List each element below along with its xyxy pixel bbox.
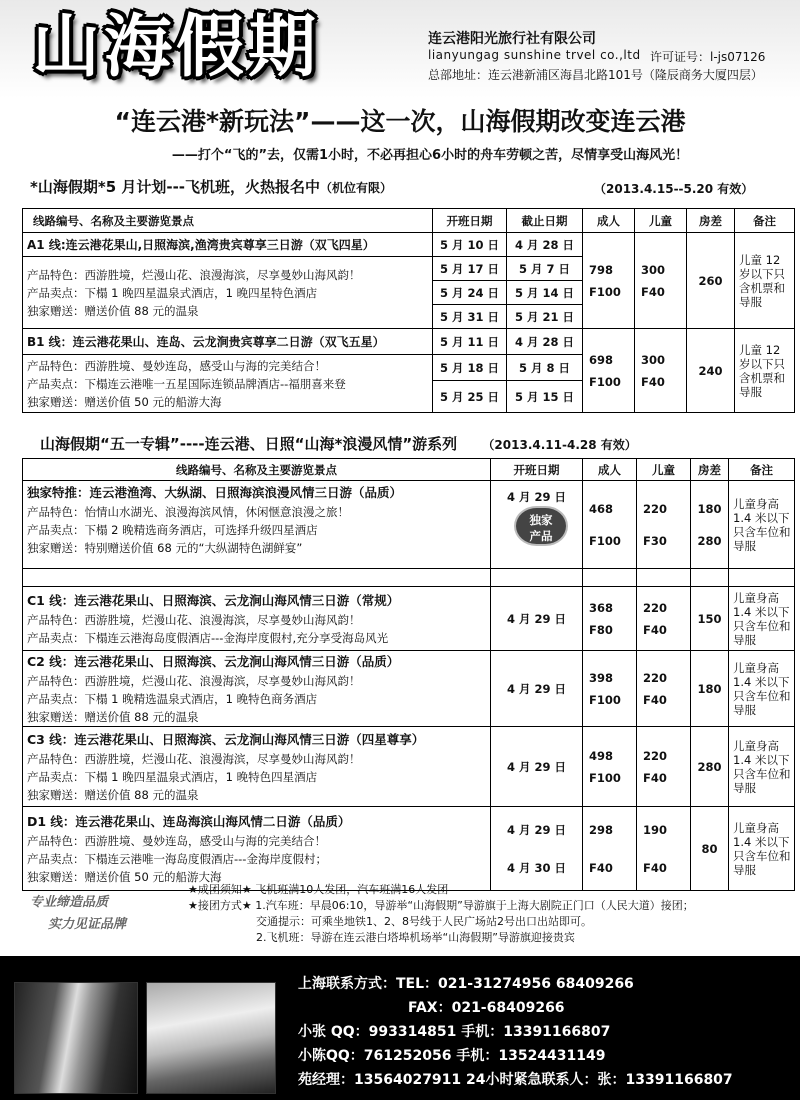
notes <box>188 882 798 946</box>
c2-adult-flight: F100 <box>589 692 621 707</box>
a1-desc <box>23 257 433 329</box>
b1-note: 儿童 12 岁以下只含机票和导服 <box>735 329 795 413</box>
b1-start-3: 5 月 25 日 <box>433 381 507 413</box>
spacer-cell <box>691 569 729 587</box>
header2-adult: 成人 <box>583 459 637 481</box>
slogan <box>30 892 126 936</box>
company-address: 总部地址：连云港新浦区海昌北路101号（隆辰商务大厦四层） <box>428 68 763 82</box>
section1-header-row <box>23 209 795 233</box>
c1-child <box>637 587 691 651</box>
table-row <box>23 727 795 807</box>
d1-dates <box>491 807 583 891</box>
spacer-cell <box>491 569 583 587</box>
b1-end-1: 4 月 28 日 <box>507 329 583 355</box>
exclusive-badge <box>514 506 568 546</box>
c1-title: C1 线：连云港花果山、日照海滨、云龙涧山海风情三日游（常规） <box>27 592 400 608</box>
b1-desc <box>23 355 433 413</box>
c3-child <box>637 727 691 807</box>
b1-adult <box>583 329 635 413</box>
ex-note: 儿童身高 1.4 米以下只含车位和导服 <box>729 481 795 569</box>
a1-note: 儿童 12 岁以下只含机票和导服 <box>735 233 795 329</box>
contact-tel: 上海联系方式：TEL：021-31274956 68409266 <box>298 976 634 992</box>
table-row <box>23 587 795 651</box>
company-name: 连云港阳光旅行社有限公司 <box>428 31 596 47</box>
spacer-cell <box>583 569 637 587</box>
table-row <box>23 807 795 891</box>
c2-desc <box>23 651 491 727</box>
b1-adult-flight: F100 <box>589 374 621 389</box>
beach-photo <box>146 982 276 1094</box>
c2-note: 儿童身高 1.4 米以下只含车位和导服 <box>729 651 795 727</box>
header2-note: 备注 <box>729 459 795 481</box>
ex-line-1: 产品特色：怡情山水湖光、浪漫海滨风情，休闲惬意浪漫之旅！ <box>27 505 349 519</box>
header-end-date: 截止日期 <box>507 209 583 233</box>
section2-title-text: 山海假期“五一专辑”----连云港、日照“山海*浪漫风情”游系列 <box>40 435 458 453</box>
c2-line-2: 产品卖点：下榻 1 晚精选温泉式酒店，1 晚特色商务酒店 <box>27 691 318 706</box>
waterfall-photo <box>14 982 138 1094</box>
a1-line-1: 产品特色：西游胜境，烂漫山花、浪漫海滨，尽享曼妙山海风韵！ <box>27 267 361 282</box>
b1-child-price: 300 <box>641 352 666 367</box>
header-child: 儿童 <box>635 209 687 233</box>
d1-title: D1 线：连云港花果山、连岛海滨山海风情二日游（品质） <box>27 813 351 829</box>
section2-table <box>22 458 795 891</box>
section1-title <box>30 176 790 197</box>
c3-line-3: 独家赠送：赠送价值 88 元的温泉 <box>27 787 199 802</box>
c1-line-1: 产品特色：西游胜境，烂漫山花、浪漫海滨，尽享曼妙山海风韵！ <box>27 612 361 627</box>
c3-date: 4 月 29 日 <box>491 727 583 807</box>
c1-child-flight: F40 <box>643 622 667 637</box>
a1-start-2: 5 月 17 日 <box>433 257 507 281</box>
note-line-2: ★接团方式★ 1.汽车班：早晨06:10，导游举“山海假期”导游旗于上海大剧院正门口（人民大道）接团； <box>188 899 694 912</box>
c3-child-price: 220 <box>643 748 668 763</box>
table-row <box>23 233 795 257</box>
table-row <box>23 481 795 569</box>
slogan-line-1: 专业缔造品质 <box>30 895 109 910</box>
a1-end-3: 5 月 14 日 <box>507 281 583 305</box>
ex-adult-price: 468 <box>589 501 614 516</box>
a1-adult-flight: F100 <box>589 284 621 299</box>
a1-end-1: 4 月 28 日 <box>507 233 583 257</box>
contact-chen: 小陈QQ：761252056 手机：13524431149 <box>298 1048 606 1064</box>
c1-note: 儿童身高 1.4 米以下只含车位和导服 <box>729 587 795 651</box>
a1-end-2: 5 月 7 日 <box>507 257 583 281</box>
b1-adult-price: 698 <box>589 352 614 367</box>
ex-line-3: 独家赠送：特别赠送价值 68 元的“大纵湖特色湖鲜宴” <box>27 541 303 555</box>
header2-route: 线路编号、名称及主要游览景点 <box>23 459 491 481</box>
header-adult: 成人 <box>583 209 635 233</box>
ex-date: 4 月 29 日 <box>491 481 583 569</box>
b1-line-3: 独家赠送：赠送价值 50 元的船游大海 <box>27 394 222 409</box>
d1-date-1: 4 月 29 日 <box>506 822 567 837</box>
note-line-3: 交通提示：可乘坐地铁1、2、8号线于人民广场站2号出口出站即可。 <box>256 915 592 928</box>
b1-child-flight: F40 <box>641 374 665 389</box>
d1-date-2: 4 月 30 日 <box>506 860 567 875</box>
section1-date: （2013.4.15--5.20 有效） <box>594 182 754 196</box>
c1-desc <box>23 587 491 651</box>
header2-date: 开班日期 <box>491 459 583 481</box>
table-row <box>23 329 795 355</box>
logo: 山海假期 <box>32 8 321 87</box>
header-route: 线路编号、名称及主要游览景点 <box>23 209 433 233</box>
contact-zhang: 小张 QQ：993314851 手机：13391166807 <box>298 1024 611 1040</box>
section1-table <box>22 208 795 413</box>
a1-line-2: 产品卖点：下榻 1 晚四星温泉式酒店，1 晚四星特色酒店 <box>27 285 318 300</box>
c3-room: 280 <box>691 727 729 807</box>
b1-child <box>635 329 687 413</box>
table-row-spacer <box>23 569 795 587</box>
a1-line-3: 独家赠送：赠送价值 88 元的温泉 <box>27 303 199 318</box>
note-line-4: 2.飞机班：导游在连云港白塔埠机场举“山海假期”导游旗迎接贵宾 <box>256 931 575 944</box>
d1-desc <box>23 807 491 891</box>
a1-end-4: 5 月 21 日 <box>507 305 583 329</box>
d1-child-price: 190 <box>643 822 668 837</box>
c3-adult <box>583 727 637 807</box>
spacer-cell <box>729 569 795 587</box>
header-room: 房差 <box>687 209 735 233</box>
contact-info <box>298 972 733 1092</box>
section1-title-note: （机位有限） <box>320 181 393 195</box>
c2-title: C2 线：连云港花果山、日照海滨、云龙涧山海风情三日游（品质） <box>27 653 400 669</box>
c1-room: 150 <box>691 587 729 651</box>
company-name-en: lianyungag sunshine trvel co.,ltd <box>428 48 641 62</box>
c2-date: 4 月 29 日 <box>491 651 583 727</box>
a1-room: 260 <box>687 233 735 329</box>
ex-child <box>637 481 691 569</box>
contact-yuan: 苑经理：13564027911 24小时紧急联系人：张：13391166807 <box>298 1072 733 1088</box>
a1-child <box>635 233 687 329</box>
a1-start-1: 5 月 10 日 <box>433 233 507 257</box>
header2-child: 儿童 <box>637 459 691 481</box>
table-row <box>23 651 795 727</box>
ex-room <box>691 481 729 569</box>
b1-room: 240 <box>687 329 735 413</box>
note-line-1: ★成团须知★ 飞机班满10人发团，汽车班满16人发团 <box>188 883 449 896</box>
d1-child <box>637 807 691 891</box>
ex-adult <box>583 481 637 569</box>
badge-line-1: 独家 <box>529 513 553 527</box>
c3-line-1: 产品特色：西游胜境，烂漫山花、浪漫海滨，尽享曼妙山海风韵！ <box>27 751 361 766</box>
badge-line-2: 产品 <box>529 529 553 543</box>
a1-child-flight: F40 <box>641 284 665 299</box>
c2-room: 180 <box>691 651 729 727</box>
c1-adult-price: 368 <box>589 600 614 615</box>
c3-note: 儿童身高 1.4 米以下只含车位和导服 <box>729 727 795 807</box>
c2-adult-price: 398 <box>589 670 614 685</box>
b1-end-2: 5 月 8 日 <box>507 355 583 381</box>
spacer-cell <box>637 569 691 587</box>
slogan-line-2: 实力见证品牌 <box>48 917 127 932</box>
a1-adult-price: 798 <box>589 262 614 277</box>
c2-child-flight: F40 <box>643 692 667 707</box>
subline: ——打个“飞的”去，仅需1小时，不必再担心6小时的舟车劳顿之苦，尽情享受山海风光！ <box>171 148 689 163</box>
a1-start-3: 5 月 24 日 <box>433 281 507 305</box>
d1-note: 儿童身高 1.4 米以下只含车位和导服 <box>729 807 795 891</box>
c1-adult-flight: F80 <box>589 622 613 637</box>
ex-room-1: 180 <box>697 501 722 516</box>
ex-room-2: 280 <box>697 533 722 548</box>
d1-line-3: 独家赠送：赠送价值 50 元的船游大海 <box>27 869 222 884</box>
ex-child-price: 220 <box>643 501 668 516</box>
a1-title: A1 线:连云港花果山,日照海滨,渔湾贵宾尊享三日游（双飞四星） <box>23 233 433 257</box>
c1-line-2: 产品卖点：下榻连云港海岛度假酒店---金海岸度假村,充分享受海岛风光 <box>27 630 389 645</box>
c2-child-price: 220 <box>643 670 668 685</box>
section2-title <box>40 433 637 454</box>
c2-child <box>637 651 691 727</box>
b1-line-1: 产品特色：西游胜境、曼妙连岛，感受山与海的完美结合！ <box>27 358 326 373</box>
b1-line-2: 产品卖点：下榻连云港唯一五星国际连锁品牌酒店--福朋喜来登 <box>27 376 346 391</box>
header-note: 备注 <box>735 209 795 233</box>
d1-line-1: 产品特色：西游胜境、曼妙连岛，感受山与海的完美结合！ <box>27 833 326 848</box>
c1-date: 4 月 29 日 <box>491 587 583 651</box>
c3-adult-flight: F100 <box>589 770 621 785</box>
d1-adult-flight: F40 <box>589 860 613 875</box>
c2-line-3: 独家赠送：赠送价值 88 元的温泉 <box>27 709 199 724</box>
ex-title: 独家特推：连云港渔湾、大纵湖、日照海滨浪漫风情三日游（品质） <box>27 485 403 500</box>
d1-room: 80 <box>691 807 729 891</box>
c1-child-price: 220 <box>643 600 668 615</box>
footer <box>0 956 800 1100</box>
a1-start-4: 5 月 31 日 <box>433 305 507 329</box>
ex-desc <box>23 481 491 569</box>
header <box>0 0 800 98</box>
license-number: 许可证号：l-js07126 <box>650 50 766 64</box>
d1-child-flight: F40 <box>643 860 667 875</box>
d1-adult <box>583 807 637 891</box>
c3-title: C3 线：连云港花果山、日照海滨、云龙涧山海风情三日游（四星尊享） <box>27 731 425 747</box>
c2-line-1: 产品特色：西游胜境，烂漫山花、浪漫海滨，尽享曼妙山海风韵！ <box>27 673 361 688</box>
header2-room: 房差 <box>691 459 729 481</box>
section2-date: （2013.4.11-4.28 有效） <box>482 438 637 452</box>
c3-line-2: 产品卖点：下榻 1 晚四星温泉式酒店，1 晚特色四星酒店 <box>27 769 318 784</box>
a1-child-price: 300 <box>641 262 666 277</box>
d1-adult-price: 298 <box>589 822 614 837</box>
headline: “连云港*新玩法”——这一次，山海假期改变连云港 <box>114 107 686 136</box>
c2-adult <box>583 651 637 727</box>
ex-child-flight: F30 <box>643 533 667 548</box>
c3-desc <box>23 727 491 807</box>
spacer-cell <box>23 569 491 587</box>
c1-adult <box>583 587 637 651</box>
c3-child-flight: F40 <box>643 770 667 785</box>
a1-adult <box>583 233 635 329</box>
ex-adult-flight: F100 <box>589 533 621 548</box>
b1-title: B1 线：连云港花果山、连岛、云龙涧贵宾尊享二日游（双飞五星） <box>23 329 433 355</box>
section2-header-row <box>23 459 795 481</box>
header-start-date: 开班日期 <box>433 209 507 233</box>
b1-start-2: 5 月 18 日 <box>433 355 507 381</box>
contact-fax: FAX：021-68409266 <box>408 1000 565 1016</box>
c3-adult-price: 498 <box>589 748 614 763</box>
b1-end-3: 5 月 15 日 <box>507 381 583 413</box>
b1-start-1: 5 月 11 日 <box>433 329 507 355</box>
section1-title-text: *山海假期*5 月计划---飞机班，火热报名中 <box>30 178 321 196</box>
d1-line-2: 产品卖点：下榻连云港唯一海岛度假酒店---金海岸度假村； <box>27 851 327 866</box>
ex-line-2: 产品卖点：下榻 2 晚精选商务酒店，可选择升级四星酒店 <box>27 523 318 537</box>
